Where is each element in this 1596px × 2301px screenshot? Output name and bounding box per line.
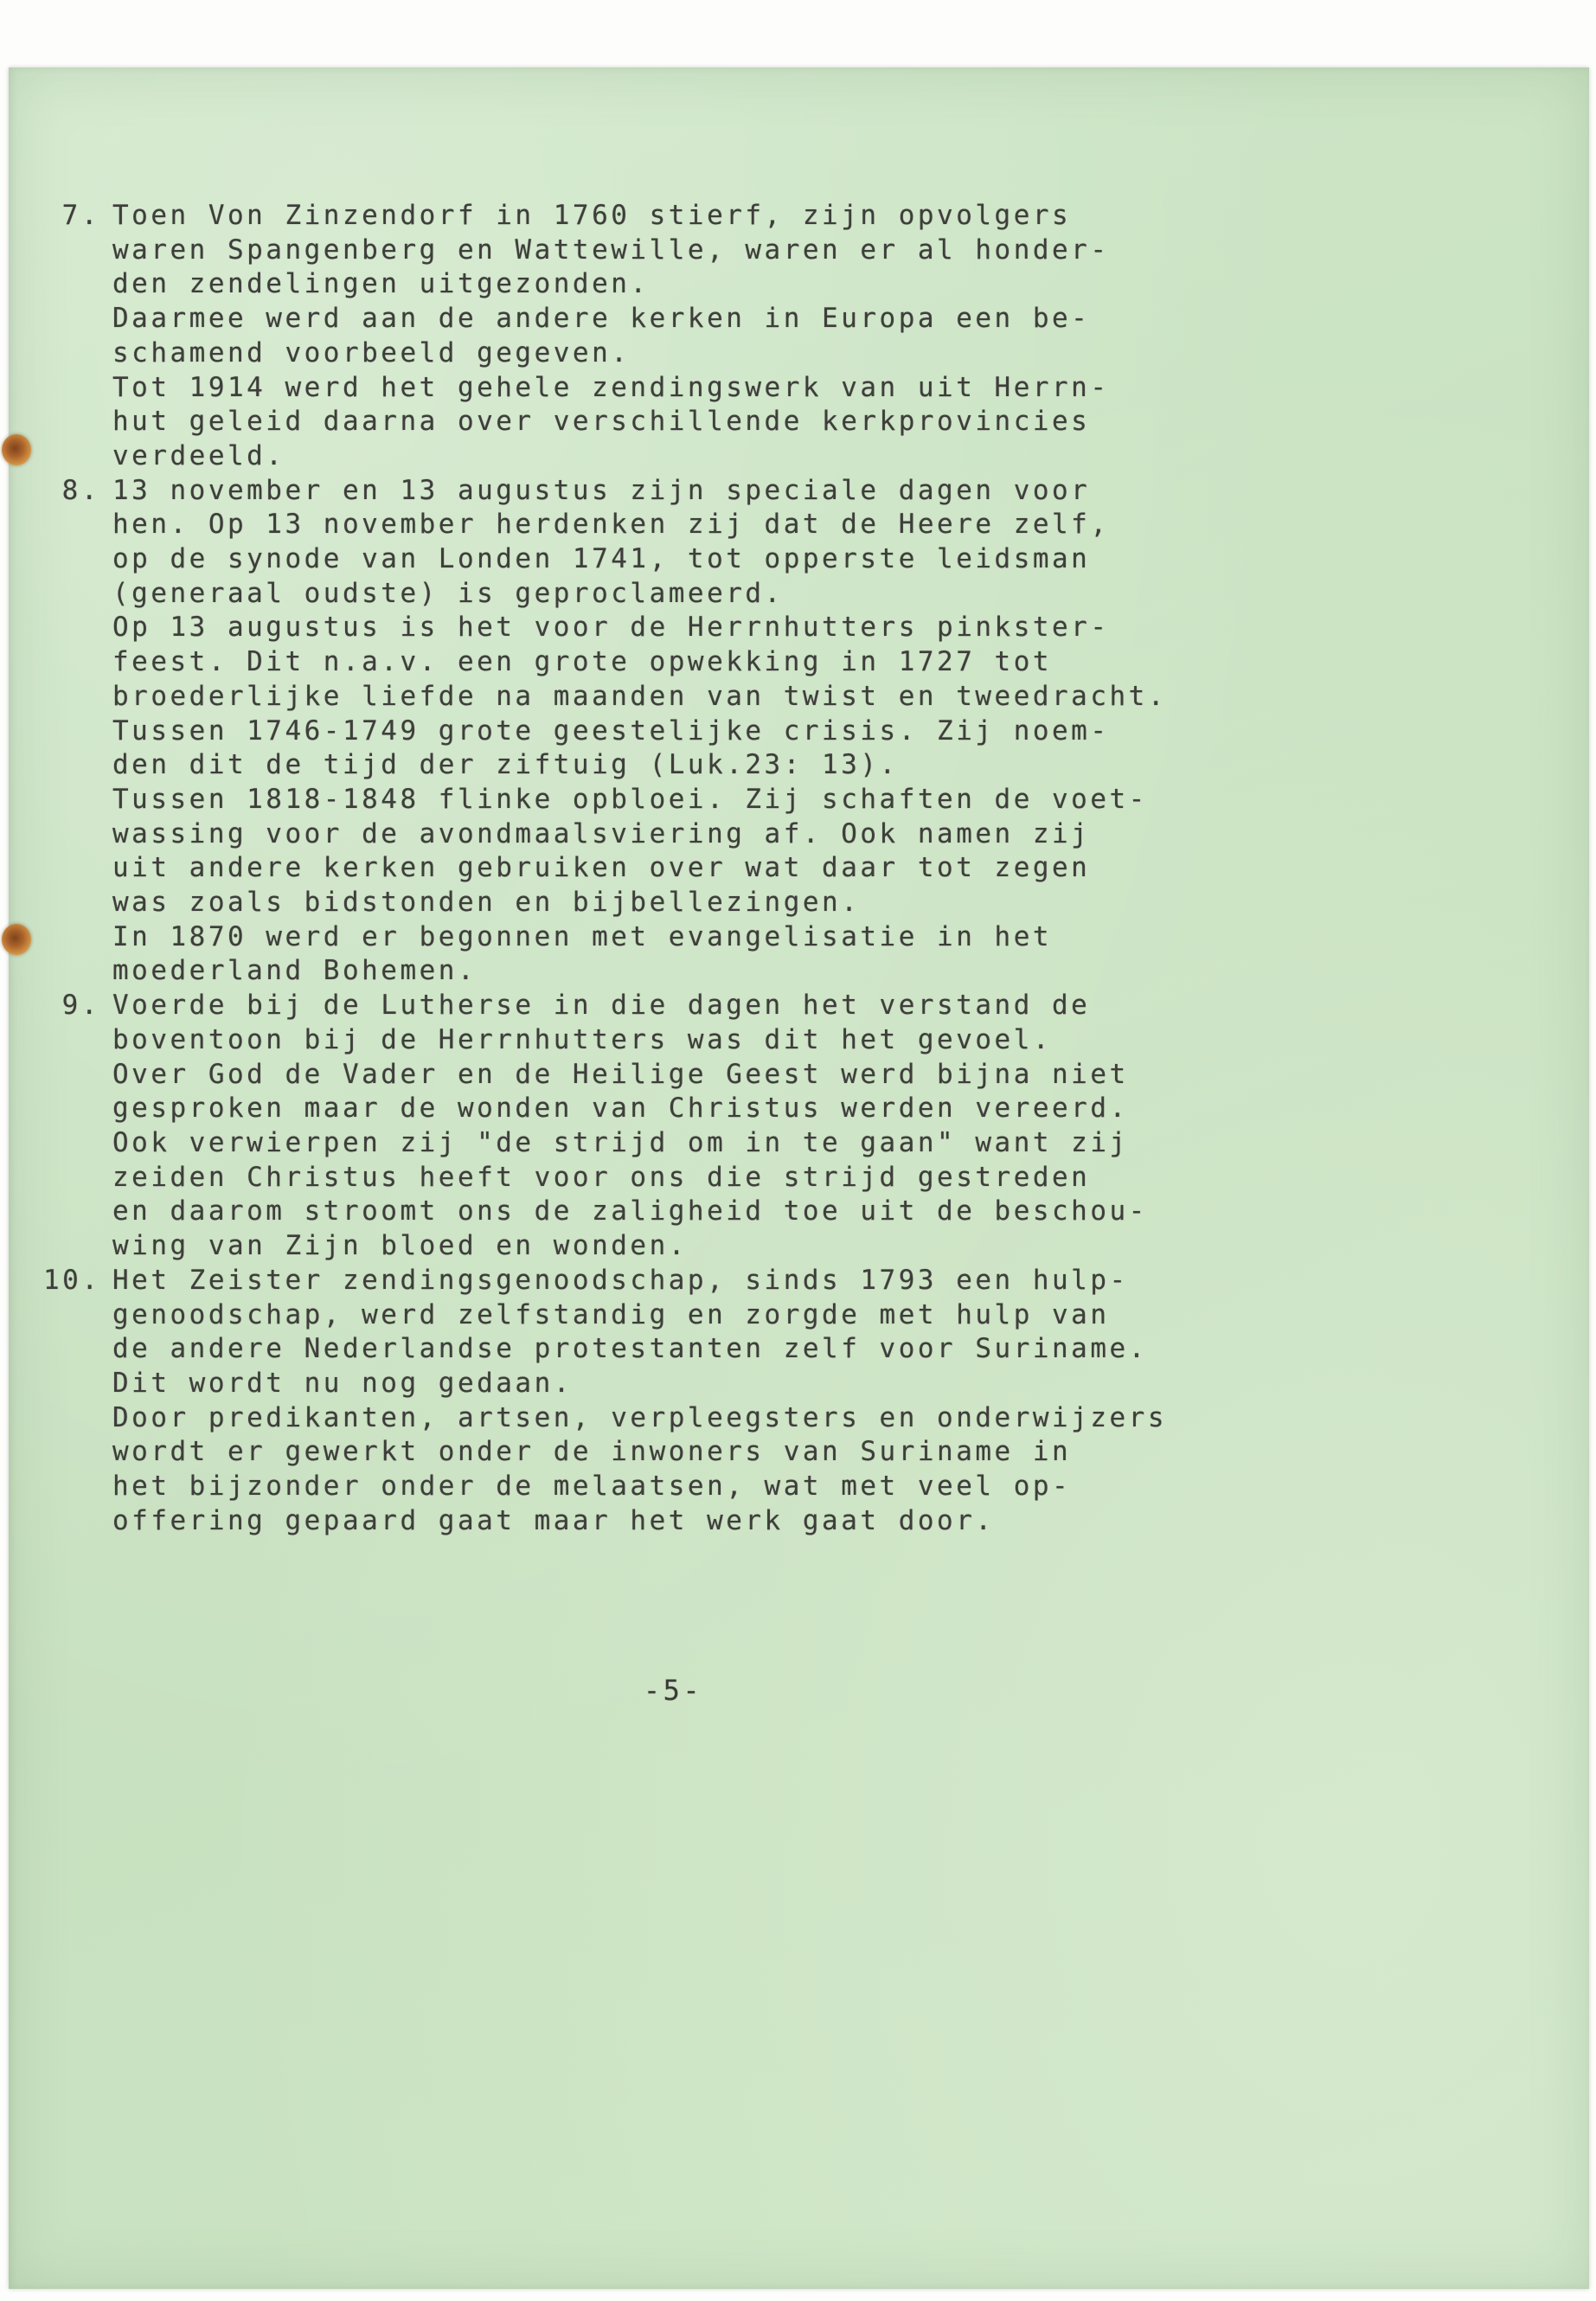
text-line: uit andere kerken gebruiken over wat daar tot zegen	[112, 852, 1091, 884]
item-number: 7.	[61, 200, 100, 231]
text-line: gesproken maar de wonden van Christus werden vereerd.	[112, 1093, 1129, 1125]
item-number: 9.	[61, 990, 100, 1022]
item-text	[112, 989, 1148, 1264]
item-text	[112, 474, 1167, 990]
text-line: schamend voorbeeld gegeven.	[112, 336, 631, 369]
list-item	[43, 199, 1167, 474]
text-line: en daarom stroomt ons de zaligheid toe uit de beschou-	[112, 1195, 1148, 1227]
text-line: zeiden Christus heeft voor ons die strijd gestreden	[112, 1161, 1091, 1193]
text-line: feest. Dit n.a.v. een grote opwekking in 1727 tot	[112, 646, 1053, 678]
text-line: wing van Zijn bloed en wonden.	[112, 1230, 688, 1262]
text-line: wordt er gewerkt onder de inwoners van Suriname in	[112, 1436, 1072, 1468]
text-line: de andere Nederlandse protestanten zelf voor Suriname.	[112, 1333, 1148, 1365]
text-line: hen. Op 13 november herdenken zij dat de Heere zelf,	[112, 509, 1110, 541]
text-line: Tussen 1818-1848 flinke opbloei. Zij schaften de voet-	[112, 783, 1148, 815]
text-line: 13 november en 13 augustus zijn speciale dagen voor	[112, 474, 1091, 506]
text-line: was zoals bidstonden en bijbellezingen.	[112, 887, 861, 919]
item-text	[112, 199, 1110, 474]
text-line: wassing voor de avondmaalsviering af. Ook namen zij	[112, 817, 1091, 849]
text-line: verdeeld.	[112, 439, 285, 471]
text-line: Tussen 1746-1749 grote geestelijke crisis. Zij noem-	[112, 715, 1110, 747]
text-line: offering gepaard gaat maar het werk gaat door.	[112, 1504, 995, 1536]
text-line: moederland Bohemen.	[112, 955, 478, 987]
item-number: 8.	[61, 474, 100, 506]
binder-hole-top	[2, 434, 31, 465]
text-line: broederlijke liefde na maanden van twist en tweedracht.	[112, 680, 1167, 712]
text-line: hut geleid daarna over verschillende kerkprovincies	[112, 406, 1091, 438]
text-line: den zendelingen uitgezonden.	[112, 268, 650, 300]
list-item	[43, 989, 1167, 1264]
text-line: (generaal oudste) is geproclameerd.	[112, 577, 784, 609]
document-body	[43, 199, 1167, 1538]
text-line: Daarmee werd aan de andere kerken in Europa een be-	[112, 303, 1091, 335]
text-line: waren Spangenberg en Wattewille, waren er al honder-	[112, 234, 1110, 266]
item-number: 10.	[43, 1264, 101, 1296]
text-line: Door predikanten, artsen, verpleegsters en onderwijzers	[112, 1401, 1167, 1433]
text-line: Op 13 augustus is het voor de Herrnhutters pinkster-	[112, 612, 1110, 644]
text-line: boventoon bij de Herrnhutters was dit het gevoel.	[112, 1023, 1053, 1055]
text-line: Toen Von Zinzendorf in 1760 stierf, zijn opvolgers	[112, 200, 1072, 231]
page-number: -5-	[643, 1674, 703, 1707]
document-page	[9, 67, 1589, 2289]
text-line: het bijzonder onder de melaatsen, wat met veel op-	[112, 1471, 1072, 1503]
text-line: den dit de tijd der ziftuig (Luk.23: 13).	[112, 749, 899, 781]
text-line: genoodschap, werd zelfstandig en zorgde met hulp van	[112, 1298, 1110, 1330]
text-line: Het Zeister zendingsgenoodschap, sinds 1793 een hulp-	[112, 1264, 1129, 1296]
text-line: Dit wordt nu nog gedaan.	[112, 1367, 573, 1399]
text-line: Tot 1914 werd het gehele zendingswerk van uit Herrn-	[112, 371, 1110, 403]
text-line: op de synode van Londen 1741, tot opperste leidsman	[112, 543, 1091, 575]
list-item	[43, 474, 1167, 990]
text-line: Voerde bij de Lutherse in die dagen het verstand de	[112, 990, 1091, 1022]
item-text	[112, 1264, 1167, 1539]
list-item	[43, 1264, 1167, 1539]
text-line: Ook verwierpen zij "de strijd om in te gaan" want zij	[112, 1126, 1129, 1158]
binder-hole-bottom	[2, 924, 31, 955]
text-line: In 1870 werd er begonnen met evangelisatie in het	[112, 920, 1053, 952]
text-line: Over God de Vader en de Heilige Geest werd bijna niet	[112, 1058, 1129, 1090]
